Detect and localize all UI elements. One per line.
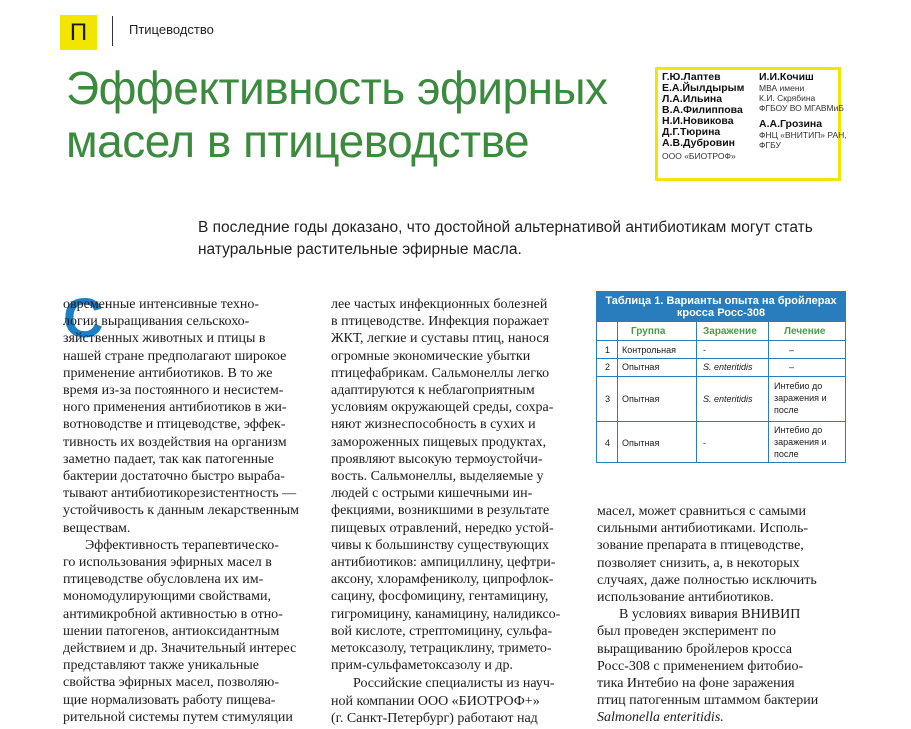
section-badge-letter: П [69,19,88,46]
table-rule [597,358,845,359]
text-line: щие нормализовать работу пищева- [63,692,276,708]
text-line: ной компании ООО «БИОТРОФ+» [331,693,540,709]
table-rule [696,322,697,462]
author-affiliation: МВА имени [759,83,805,93]
text-line: масел, может сравниться с самыми [597,504,807,519]
table-cell: - [703,438,706,448]
paragraph [331,296,577,674]
text-line: метоксазолу, тетрациклину, тримето- [331,641,552,657]
text-line: овременные интенсивные техно- [63,297,260,312]
table-rule [597,340,845,341]
table-header-infection: Заражение [703,326,757,337]
paragraph [63,286,311,537]
text-line: вой кислоте, стрептомицину, сульфа- [331,623,553,639]
text-line: зование препарата в птицеводстве, [597,538,804,554]
caption-line: Таблица 1. Варианты опыта на бройлерах [605,295,837,307]
paragraph [331,675,577,727]
text-line: гигромицину, канамицину, налидиксо- [331,606,561,622]
text-line: Росс-308 с применением фитобио- [597,658,804,674]
text-line: бактерии достаточно быстро выраба- [63,469,285,485]
text-line: мономодулирующими свойствами, [63,589,271,605]
table-header-treatment: Лечение [784,326,826,337]
table-cell: Опытная [622,394,660,404]
text-line: нашей стране предполагают широкое [63,348,287,364]
paragraph [63,537,311,726]
cell-line: после [774,449,799,459]
text-line: свойства эфирных масел, позволяю- [63,675,280,691]
table-cell: S. enteritidis [703,394,753,404]
text-line: зяйственных животных и птицы в [63,331,266,347]
authors-right [759,72,847,150]
text-line: рительной системы путем стимуляции [63,709,293,725]
text-line: огромные экономические убытки [331,348,531,364]
title-line: масел в птицеводстве [66,115,530,167]
text-line: няют жизнеспособность в сухих и [331,417,536,433]
text-line: ного применения антибиотиков в жи- [63,400,287,416]
caption-line: кросса Росс-308 [676,307,766,319]
text-line: Эффективность терапевтическо- [85,537,279,553]
author-name: Е.А.Йылдырым [662,82,745,94]
body-column-1 [63,286,311,726]
table-rule [617,322,618,462]
table-cell [774,380,827,416]
text-line: представляют также уникальные [63,658,260,674]
table-header-group: Группа [631,326,666,337]
paragraph [597,606,845,709]
text-line: случаях, даже полностью исключить [597,572,817,588]
text-line: адаптируются к неблагоприятным [331,383,535,399]
table-cell: Контрольная [622,345,676,355]
text-line: чивы к большинству существующих [331,537,549,553]
table-rule [768,322,769,462]
text-line: го использования эфирных масел в [63,555,272,571]
text-line: вотноводстве и птицеводстве, эффек- [63,417,286,433]
table-cell [774,424,827,460]
text-line: веществам. [63,520,131,536]
author-name: В.А.Филиппова [662,104,743,116]
text-line: логии выращивания сельскохо- [63,314,250,330]
text-line: фекциями, возникшими в результате [331,503,550,519]
text-line: время из-за постоянного и несистем- [63,383,284,399]
table-cell: Опытная [622,362,660,372]
text-line: ЖКТ, легкие и суставы птиц, нанося [331,331,550,347]
text-line: заметно падает, так как патогенные [63,451,274,467]
text-line: сильными антибиотиками. Исполь- [597,521,809,537]
table-cell: 4 [605,438,611,448]
table-cell: 2 [605,362,611,372]
author-affiliation: ФГБОУ ВО МГАВМиБ [759,103,844,113]
text-line: устойчивость к данным лекарственным [63,503,299,519]
text-line: лее частых инфекционных болезней [331,297,548,312]
table-caption [597,292,845,322]
table-cell: 1 [605,345,611,355]
cell-line: заражения и [774,393,827,403]
author-affiliation: ООО «БИОТРОФ» [662,151,736,161]
drop-cap: С [63,286,104,349]
text-line: выращиванию бройлеров кросса [597,641,792,657]
author-name: Л.А.Ильина [662,93,723,105]
table-rule [597,376,845,377]
table-cell: Опытная [622,438,660,448]
author-name: Д.Г.Тюрина [662,126,721,138]
section-name: Птицеводство [129,22,214,37]
author-name: Г.Ю.Лаптев [662,71,721,83]
text-line: (г. Санкт-Петербург) работают над [331,710,538,726]
table-cell: - [703,345,706,355]
paragraph [597,503,845,606]
lead-paragraph: В последние годы доказано, что достойной альтернативой антибиотикам могут стать натуральные растительные эфирные масла. [198,219,813,258]
text-line: позволяет снизить, а, в некоторых [597,555,800,571]
author-name: А.В.Дубровин [662,137,736,149]
text-line: условиям окружающей среды, сохра- [331,400,554,416]
cell-line: Интебио до [774,425,823,435]
article-title [66,62,656,168]
text-line: тивность их воздействия на организм [63,434,287,450]
header-divider [112,16,113,46]
cell-line: заражения и [774,437,827,447]
table-rule [597,421,845,422]
author-affiliation: К.И. Скрябина [759,93,816,103]
body-column-2 [331,296,577,727]
text-line: действием и др. Значительный интерес [63,641,297,657]
text-line: шении патогенов, антиоксидантным [63,623,280,639]
table-cell: – [789,345,795,355]
text-line: птицефабрикам. Сальмонеллы легко [331,365,550,381]
text-line: антимикробной активностью в отно- [63,606,283,622]
text-line: тывают антибиотикорезистентность — [63,486,297,502]
text-line: использование антибиотиков. [597,590,774,606]
text-line: людей с острыми кишечными ин- [331,486,533,502]
body-column-3 [597,503,845,727]
text-line: применение антибиотиков. В то же [63,365,273,381]
text-line: вость. Сальмонеллы, выделяемые у [331,469,544,485]
text-line: птицеводстве обусловлена их им- [63,572,264,588]
text-line: проявляют высокую термоустойчи- [331,451,543,467]
text-line: антибиотиков: ампициллину, цефтри- [331,555,556,571]
cell-line: Интебио до [774,381,823,391]
text-line: был проведен эксперимент по [597,624,776,640]
author-affiliation: ФНЦ «ВНИТИП» РАН, [759,130,847,140]
text-line: аксону, хлорамфениколу, ципрофлок- [331,572,554,588]
title-line: Эффективность эфирных [66,62,608,114]
cell-line: после [774,405,799,415]
table-cell: S. enteritidis [703,362,753,372]
text-line: прим-сульфаметоксазолу и др. [331,658,513,674]
author-name: А.А.Грозина [759,118,823,130]
text-line: в птицеводстве. Инфекция поражает [331,314,549,330]
text-line: тика Интебио на фоне заражения [597,676,795,692]
text-line: замороженных пищевых продуктах, [331,434,547,450]
text-line: Российские специалисты из науч- [353,676,555,692]
text-line: пищевых отравлений, нередко устой- [331,520,554,536]
author-name: Н.И.Новикова [662,115,734,127]
text-line: В условиях вивария ВНИВИП [619,607,801,623]
author-affiliation: ФГБУ [759,140,781,150]
table-cell: – [789,362,795,372]
text-line: сацину, фосфомицину, гентамицину, [331,589,549,605]
text-line: птиц патогенным штаммом бактерии [597,693,819,709]
table-cell: 3 [605,394,611,404]
author-name: И.И.Кочиш [759,71,814,83]
species-name: Salmonella enteritidis. [597,710,724,726]
authors-left [662,72,744,161]
